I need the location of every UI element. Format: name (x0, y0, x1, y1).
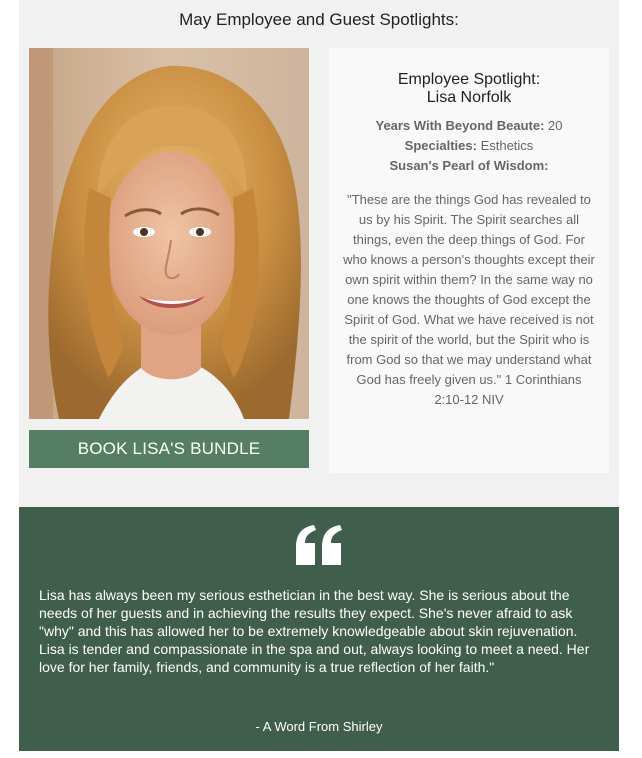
book-bundle-button[interactable]: BOOK LISA'S BUNDLE (29, 430, 309, 468)
testimonial-text: Lisa has always been my serious esthetician in the best way. She is serious about the needs of her guests and in achieving the results they expect. She's never afraid to ask "why" and this has allowed her to be extremely knowledgeable about skin rejuvenation. Lisa is tender and compassionate in the spa and out, always looking to meet a need. Her love for her family, friends, and community is a true reflection of her faith." (39, 587, 590, 675)
spotlight-section (19, 0, 619, 507)
quote-icon (296, 525, 342, 565)
years-label: Years With Beyond Beaute: (375, 118, 545, 133)
spotlight-heading (329, 71, 609, 107)
employee-photo (29, 48, 309, 419)
wisdom-row (329, 156, 609, 176)
years-value: 20 (548, 118, 563, 133)
spotlight-card (329, 48, 609, 473)
spotlight-heading-title: Employee Spotlight: (397, 71, 541, 88)
wisdom-quote: "These are the things God has revealed to us by his Spirit. The Spirit searches all things, even the deep things of God. For who knows a person's thoughts except their own spirit within them? In the same way no one knows the thoughts of God except the Spirit of God. What we have received is not the spirit of the world, but the Spirit who is from God so that we may understand what God has freely given us." 1 Corinthians 2:10-12 NIV (343, 192, 595, 407)
specialties-value: Esthetics (480, 138, 534, 153)
testimonial-attribution: - A Word From Shirley (255, 719, 383, 734)
specialties-row (329, 136, 609, 156)
section-title: May Employee and Guest Spotlights: (179, 10, 459, 29)
years-row (329, 116, 609, 136)
wisdom-label: Susan's Pearl of Wisdom: (389, 158, 549, 173)
testimonial-section (19, 507, 619, 751)
spotlight-heading-name: Lisa Norfolk (426, 89, 512, 106)
specialties-label: Specialties: (404, 138, 477, 153)
